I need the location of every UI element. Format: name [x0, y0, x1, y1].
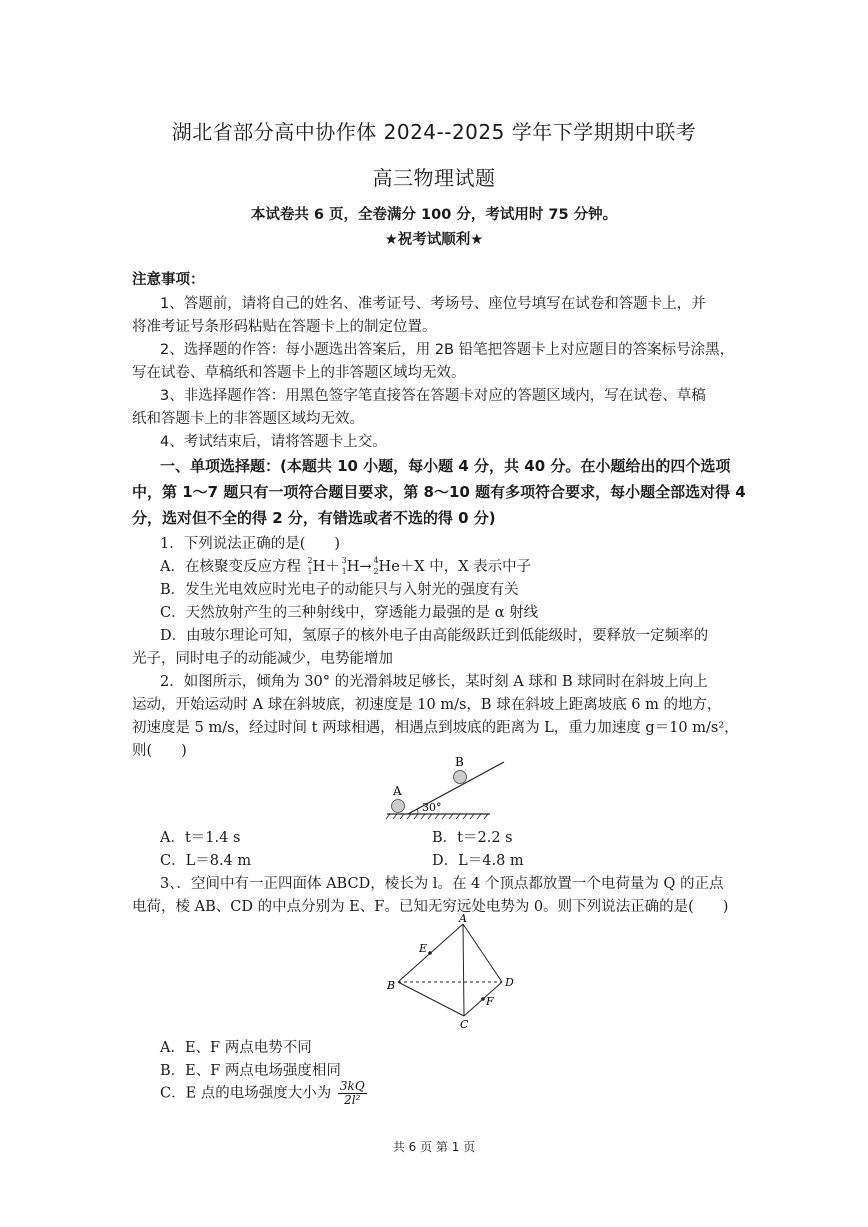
- label-angle: 30°: [422, 801, 442, 814]
- q1-stem: 1．下列说法正确的是( ): [160, 536, 341, 552]
- q1-option-c: C．天然放射产生的三种射线中，穿透能力最强的是 α 射线: [160, 605, 539, 621]
- note-4: 4、考试结束后，请将答题卡上交。: [160, 434, 387, 450]
- point-f-label: F: [486, 995, 494, 1008]
- angle-arc: [417, 809, 418, 814]
- edge-ac: [463, 924, 464, 1016]
- note-1b: 将准考证号条形码粘贴在答题卡上的制定位置。: [132, 319, 437, 335]
- note-2a: 2、选择题的作答：每小题选出答案后，用 2B 铅笔把答题卡上对应题目的答案标号涂黑，: [160, 342, 735, 358]
- q2-option-b: B．t＝2.2 s: [432, 830, 513, 846]
- label-b: B: [455, 756, 464, 769]
- q3-line1: 3、．空间中有一正四面体 ABCD，棱长为 l。在 4 个顶点都放置一个电荷量为 Q 的正点: [160, 876, 724, 892]
- q1-option-a-tail: 中，X 表示中子: [429, 559, 532, 575]
- point-e: [428, 951, 432, 955]
- q2-line1: 2．如图所示，倾角为 30° 的光滑斜坡足够长，某时刻 A 球和 B 球同时在斜坡上向上: [160, 674, 708, 690]
- fraction-denominator: 2l²: [344, 1093, 361, 1107]
- exam-subtitle: 高三物理试题: [372, 166, 496, 190]
- exam-info: 本试卷共 6 页，全卷满分 100 分，考试用时 75 分钟。: [250, 207, 618, 223]
- label-a: A: [393, 784, 402, 798]
- q3-line2: 电荷，棱 AB、CD 的中点分别为 E、F。已知无穷远处电势为 0。则下列说法正确的是( ): [132, 899, 729, 915]
- fusion-equation: 2 1 H＋ 3 1 H→ 4 2 He＋X: [307, 556, 430, 576]
- section1-line2: 中，第 1～7 题只有一项符合题目要求，第 8～10 题有多项符合要求，每小题全部选对得 4: [132, 483, 746, 501]
- ball-a: [392, 800, 405, 813]
- notes-heading: 注意事项：: [132, 272, 205, 288]
- q2-option-c: C．L＝8.4 m: [160, 853, 252, 869]
- q2-option-a: A．t＝1.4 s: [160, 830, 241, 846]
- note-2b: 写在试卷、草稿纸和答题卡上的非答题区域均无效。: [132, 365, 466, 381]
- section1-line3: 分，选对但不全的得 2 分，有错选或者不选的得 0 分): [132, 509, 496, 527]
- q1-option-d-line2: 光子，同时电子的动能减少，电势能增加: [132, 651, 393, 667]
- page-footer: 共 6 页 第 1 页: [392, 1140, 476, 1154]
- q2-line4: 则( ): [132, 743, 187, 759]
- field-fraction: [338, 1080, 367, 1107]
- edge-bc: [398, 982, 464, 1016]
- q1-option-b: B．发生光电效应时光电子的动能只与入射光的强度有关: [160, 582, 519, 598]
- q3-option-c-text: C．E 点的电场强度大小为: [160, 1085, 332, 1102]
- incline-figure: [380, 756, 510, 822]
- ball-b: [454, 771, 467, 784]
- blessing-text: ★祝考试顺利★: [384, 232, 484, 248]
- q1-option-a: [160, 555, 531, 576]
- q2-option-d: D．L＝4.8 m: [432, 853, 524, 869]
- vertex-c-label: C: [460, 1018, 469, 1030]
- exam-title: 湖北省部分高中协作体 2024--2025 学年下学期期中联考: [171, 120, 697, 144]
- q3-option-c: [160, 1080, 367, 1107]
- q3-option-a: A．E、F 两点电势不同: [160, 1040, 312, 1056]
- q3-option-b: B．E、F 两点电场强度相同: [160, 1063, 341, 1079]
- point-e-label: E: [419, 942, 428, 955]
- ground-hatching: [386, 814, 488, 819]
- point-f: [481, 997, 485, 1001]
- vertex-d-label: D: [505, 976, 514, 989]
- edge-ad: [463, 924, 502, 982]
- q2-line3: 初速度是 5 m/s，经过时间 t 两球相遇，相遇点到坡底的距离为 L，重力加速度 g＝10 m/s²，: [132, 720, 739, 736]
- fraction-numerator: 3kQ: [339, 1079, 365, 1093]
- q2-line2: 运动，开始运动时 A 球在斜坡底，初速度是 10 m/s，B 球在斜坡上距离坡底 6 m 的地方，: [132, 697, 722, 713]
- note-1a: 1、答题前，请将自己的姓名、准考证号、考场号、座位号填写在试卷和答题卡上，并: [160, 296, 706, 312]
- note-3a: 3、非选择题作答：用黑色签字笔直接答在答题卡对应的答题区域内，写在试卷、草稿: [160, 388, 706, 404]
- tetrahedron-figure: [384, 912, 518, 1030]
- q1-option-a-text: A．在核聚变反应方程: [160, 559, 306, 575]
- vertex-b-label: B: [387, 979, 396, 992]
- note-3b: 纸和答题卡上的非答题区域均无效。: [132, 411, 364, 427]
- q1-option-d-line1: D．由玻尔理论可知，氢原子的核外电子由高能级跃迁到低能级时，要释放一定频率的: [160, 628, 709, 644]
- section1-line1: 一、单项选择题：(本题共 10 小题，每小题 4 分，共 40 分。在小题给出的四个选项: [160, 457, 731, 475]
- vertex-a-label: A: [459, 912, 467, 925]
